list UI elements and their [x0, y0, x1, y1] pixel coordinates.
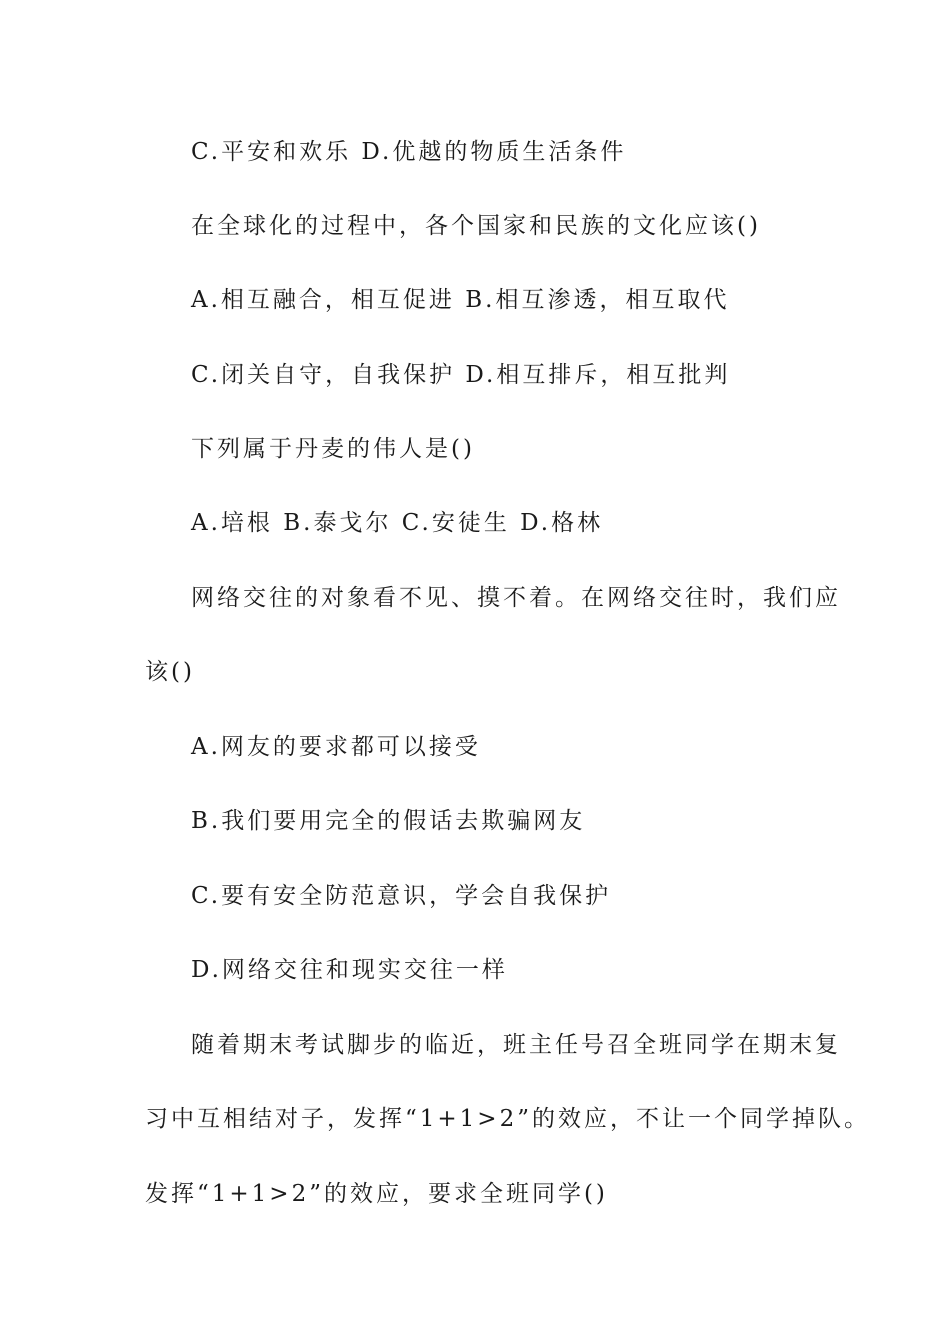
- option-b: B.我们要用完全的假话去欺骗网友: [191, 808, 586, 834]
- question-online-interaction: 网络交往的对象看不见、摸不着。在网络交往时，我们应: [191, 585, 841, 611]
- question-online-interaction-continued: 该(): [145, 659, 195, 685]
- question-exam-review: 随着期末考试脚步的临近，班主任号召全班同学在期末复: [191, 1032, 841, 1058]
- question-danish-figure: 下列属于丹麦的伟人是(): [191, 436, 475, 462]
- option-d: D.网络交往和现实交往一样: [191, 957, 508, 983]
- question-exam-review-continued: 习中互相结对子，发挥“1+1>2”的效应，不让一个同学掉队。: [145, 1106, 870, 1132]
- option-line-a-d: A.培根 B.泰戈尔 C.安徒生 D.格林: [191, 510, 604, 536]
- question-exam-review-prompt: 发挥“1+1>2”的效应，要求全班同学(): [145, 1181, 608, 1207]
- option-a: A.网友的要求都可以接受: [191, 734, 481, 760]
- option-line-a-b: A.相互融合，相互促进 B.相互渗透，相互取代: [191, 287, 730, 313]
- question-globalization: 在全球化的过程中，各个国家和民族的文化应该(): [191, 213, 761, 239]
- option-c: C.要有安全防范意识，学会自我保护: [191, 883, 612, 909]
- option-line-c-d: C.平安和欢乐 D.优越的物质生活条件: [191, 139, 627, 165]
- option-line-c-d: C.闭关自守，自我保护 D.相互排斥，相互批判: [191, 362, 731, 388]
